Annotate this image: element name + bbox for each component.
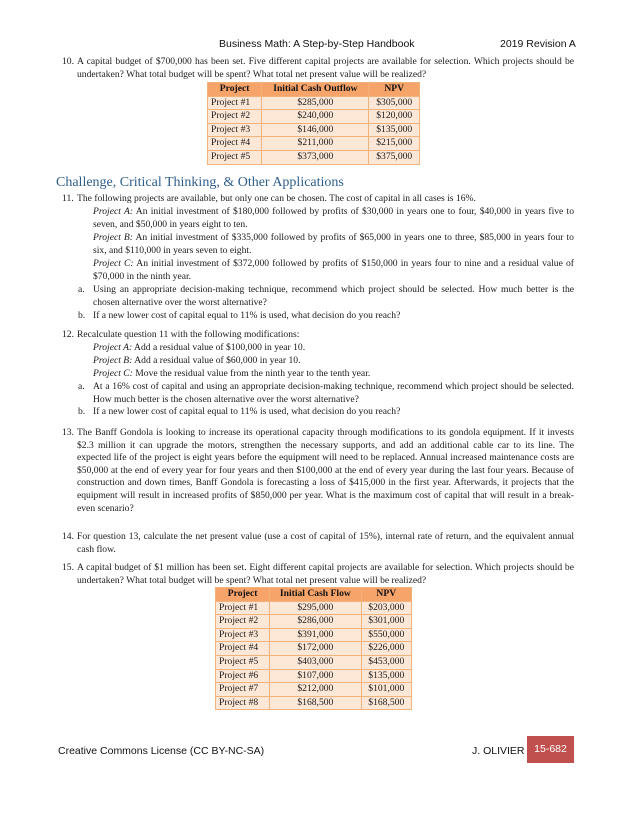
part-text: If a new lower cost of capital equal to 11% is used, what decision do you reach? [93,310,401,321]
part-letter: b. [78,310,86,321]
question-text: The Banff Gondola is looking to increase its operational capacity through modifications to its gondola equipment. If it invests $2.3 million it can upgrade the motors, strengthen the necessary supports, and add an additional cable car to its line. The expected life of the project is eight years before the equipment will need to be replaced. Annual increased maintenance costs are $50,000 at the end of every year for four years and then $100,000 at the end of every year during the last four years. Because of construction and down times, Banff Gondola is forecasting a loss of $415,000 in the first year. Afterwards, it projects that the equipment will result in increased profits of $850,000 per year. What is the maximum cost of capital that will result in a break-even scenario? [77,427,574,514]
table-row [216,601,412,615]
project-cell: Project #4 [208,137,262,151]
question-11-part-b [78,310,574,323]
part-text: Using an appropriate decision-making technique, recommend which project should be selected. How much better is the chosen alternative over the worst alternative? [93,284,574,308]
project-cell: Project #7 [216,683,270,697]
project-c-modification [93,368,574,381]
project-text: An initial investment of $372,000 followed by profits of $150,000 in years four to nine and a residual value of $70,000 in the ninth year. [93,258,574,282]
table-row [208,96,420,110]
npv-cell: $135,000 [361,669,411,683]
question-13 [62,427,574,515]
question-number: 10. [62,56,74,67]
question-number: 13. [62,427,74,438]
project-cell: Project #5 [216,655,270,669]
npv-cell: $305,000 [369,96,420,110]
part-letter: a. [78,284,85,295]
npv-cell: $101,000 [361,683,411,697]
cash-flow-cell: $211,000 [262,137,369,151]
question-14 [62,531,574,556]
table-header-row [216,588,412,602]
cash-flow-cell: $212,000 [270,683,361,697]
part-text: If a new lower cost of capital equal to 11% is used, what decision do you reach? [93,406,401,417]
question-number: 14. [62,531,74,542]
project-text: Move the residual value from the ninth year to the tenth year. [135,368,371,379]
npv-cell: $215,000 [369,137,420,151]
capital-budget-table-q10 [207,82,420,165]
project-text: An initial investment of $335,000 followed by profits of $65,000 in years one to three, $85,000 in years four to six, and $110,000 in years seven to eight. [93,232,574,256]
cash-flow-cell: $286,000 [270,615,361,629]
npv-cell: $120,000 [369,110,420,124]
table-row [216,669,412,683]
question-number: 11. [62,193,74,204]
cash-flow-cell: $285,000 [262,96,369,110]
cash-flow-cell: $373,000 [262,150,369,164]
column-header: NPV [361,588,411,602]
question-number: 12. [62,329,74,340]
table-row [216,683,412,697]
question-12-part-a [78,381,574,406]
project-cell: Project #2 [208,110,262,124]
question-text: Recalculate question 11 with the following modifications: [77,329,300,340]
question-text: For question 13, calculate the net present value (use a cost of capital of 15%), internal rate of return, and the equivalent annual cash flow. [77,531,574,555]
table-row [208,110,420,124]
license-text: Creative Commons License (CC BY-NC-SA) [58,745,265,757]
question-text: A capital budget of $700,000 has been set. Five different capital projects are available for selection. Which projects should be undertaken? What total budget will be spent? What total net present value will be realized? [77,56,574,80]
project-a-modification [93,342,574,355]
question-12-part-b [78,406,574,419]
project-cell: Project #2 [216,615,270,629]
npv-cell: $203,000 [361,601,411,615]
project-label: Project A: [93,342,133,353]
npv-cell: $168,500 [361,696,411,710]
project-cell: Project #1 [208,96,262,110]
table-row [216,628,412,642]
npv-cell: $453,000 [361,655,411,669]
project-text: An initial investment of $180,000 followed by profits of $30,000 in years one to four, $40,000 in years five to seven, and $50,000 in years eight to ten. [93,206,575,230]
project-cell: Project #6 [216,669,270,683]
npv-cell: $550,000 [361,628,411,642]
part-letter: b. [78,406,86,417]
project-cell: Project #4 [216,642,270,656]
table-row [216,615,412,629]
table-row [208,123,420,137]
cash-flow-cell: $391,000 [270,628,361,642]
column-header: Project [208,83,262,97]
project-cell: Project #1 [216,601,270,615]
part-letter: a. [78,381,85,392]
npv-cell: $375,000 [369,150,420,164]
question-11-part-a [78,284,574,309]
cash-flow-cell: $240,000 [262,110,369,124]
project-b-description [93,232,574,257]
project-label: Project C: [93,368,133,379]
cash-flow-cell: $295,000 [270,601,361,615]
table-row [216,655,412,669]
page-header-revision: 2019 Revision A [500,38,576,50]
question-15 [62,562,574,587]
page-number-badge: 15-682 [527,736,574,763]
cash-flow-cell: $107,000 [270,669,361,683]
cash-flow-cell: $168,500 [270,696,361,710]
project-label: Project B: [93,232,133,243]
project-c-description [93,258,574,283]
table-row [216,642,412,656]
column-header: Project [216,588,270,602]
table-header-row [208,83,420,97]
project-b-modification [93,355,574,368]
cash-flow-cell: $146,000 [262,123,369,137]
page-header-title: Business Math: A Step-by-Step Handbook [219,38,415,50]
project-cell: Project #8 [216,696,270,710]
part-text: At a 16% cost of capital and using an appropriate decision-making technique, recommend which project should be selected. How much better is the chosen alternative over the worst alternative? [93,381,574,405]
question-11 [62,193,574,206]
project-cell: Project #3 [216,628,270,642]
project-label: Project A: [93,206,134,217]
question-10 [62,56,574,81]
column-header: Initial Cash Flow [270,588,361,602]
project-label: Project C: [93,258,134,269]
project-cell: Project #5 [208,150,262,164]
cash-flow-cell: $403,000 [270,655,361,669]
column-header: Initial Cash Outflow [262,83,369,97]
table-row [208,137,420,151]
cash-flow-cell: $172,000 [270,642,361,656]
column-header: NPV [369,83,420,97]
section-title: Challenge, Critical Thinking, & Other Applications [56,175,344,190]
project-cell: Project #3 [208,123,262,137]
npv-cell: $301,000 [361,615,411,629]
capital-budget-table-q15 [215,587,412,710]
table-row [208,150,420,164]
project-text: Add a residual value of $60,000 in year 10. [134,355,301,366]
question-text: A capital budget of $1 million has been set. Eight different capital projects are available for selection. Which projects should be undertaken? What total budget will be spent? What total net present value will be realized? [77,562,574,586]
question-number: 15. [62,562,74,573]
project-text: Add a residual value of $100,000 in year 10. [134,342,306,353]
project-label: Project B: [93,355,133,366]
table-row [216,696,412,710]
question-12 [62,329,574,342]
npv-cell: $135,000 [369,123,420,137]
author-name: J. OLIVIER [472,745,525,757]
project-a-description [93,206,574,231]
npv-cell: $226,000 [361,642,411,656]
question-text: The following projects are available, but only one can be chosen. The cost of capital in all cases is 16%. [77,193,476,204]
